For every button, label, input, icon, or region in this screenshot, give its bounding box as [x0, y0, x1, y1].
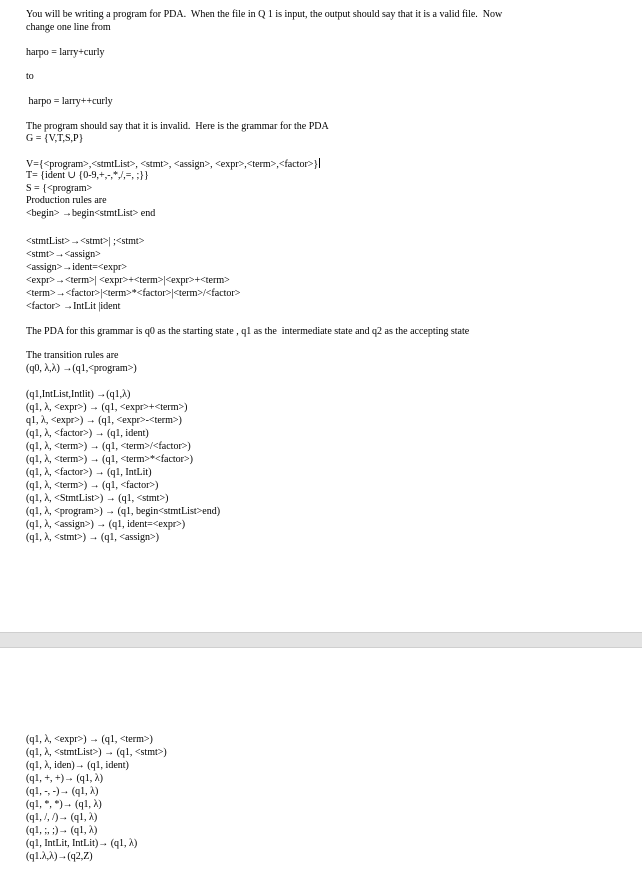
rule-begin: <begin> →begin<stmtList> end: [26, 208, 156, 219]
transition-rule: (q1, λ, <factor>) → (q1, IntLit): [26, 467, 152, 478]
transition-rule: (q1, λ, <term>) → (q1, <term>*<factor>): [26, 454, 193, 465]
transition-rule: (q1, λ, <stmtList>) → (q1, <stmt>): [26, 747, 167, 758]
transition-rule: (q1, λ, <stmt>) → (q1, <assign>): [26, 532, 159, 543]
rule-line: <factor> →IntLit |ident: [26, 301, 121, 312]
production-rules-title: Production rules are: [26, 195, 107, 206]
transition-rule: (q1, +, +)→ (q1, λ): [26, 773, 103, 784]
rule-line: <stmt>→<assign>: [26, 249, 101, 260]
code-line-changed: harpo = larry++curly: [26, 96, 113, 107]
transition-rule: (q1, λ, <factor>) → (q1, ident): [26, 428, 149, 439]
intro-line-1: You will be writing a program for PDA. When the file in Q 1 is input, the output should say that it is a valid file. Now: [26, 9, 503, 20]
transition-rule: (q1, /, /)→ (q1, λ): [26, 812, 98, 823]
text-cursor: [319, 158, 320, 168]
invalid-statement: The program should say that it is invalid. Here is the grammar for the PDA: [26, 121, 329, 132]
transition-rule: (q0, λ,λ) →(q1,<program>): [26, 363, 137, 374]
transition-rule: (q1, λ, <expr>) → (q1, <term>): [26, 734, 153, 745]
rule-line: <expr>→<term>| <expr>+<term>|<expr>+<term>: [26, 275, 230, 286]
transition-rule: (q1, λ, <term>) → (q1, <term>/<factor>): [26, 441, 191, 452]
variables-set-text: V={<program>,<stmtList>, <stmt>, <assign>, <expr>,<term>,<factor>}: [26, 159, 319, 170]
transition-rule: (q1, λ, <StmtList>) → (q1, <stmt>): [26, 493, 169, 504]
transition-rule: (q1, *, *)→ (q1, λ): [26, 799, 102, 810]
page-break: [0, 632, 642, 648]
transition-rule: q1, λ, <expr>) → (q1, <expr>-<term>): [26, 415, 182, 426]
transition-rule: (q1, λ, <assign>) → (q1, ident=<expr>): [26, 519, 186, 530]
transition-rules-title: The transition rules are: [26, 350, 119, 361]
transition-rule: (q1, λ, <term>) → (q1, <factor>): [26, 480, 159, 491]
intro-line-2: change one line from: [26, 22, 111, 33]
transition-rule: (q1, -, -)→ (q1, λ): [26, 786, 99, 797]
transition-rule: (q1, λ, iden)→ (q1, ident): [26, 760, 129, 771]
pda-description: The PDA for this grammar is q0 as the starting state , q1 as the intermediate state and q2 as the accepting state: [26, 326, 470, 337]
document-page-2: [0, 648, 642, 882]
transition-rule: (q1, λ, <program>) → (q1, begin<stmtList>end): [26, 506, 221, 517]
transition-rule: (q1, IntLit, IntLit)→ (q1, λ): [26, 838, 138, 849]
rule-line: <stmtList>→<stmt>| ;<stmt>: [26, 236, 145, 247]
terminals-set: T= {ident ∪ {0-9,+,-,*,/,=, ;}}: [26, 170, 149, 181]
grammar-definition: G = {V,T,S,P}: [26, 133, 84, 144]
start-symbol: S = {<program>: [26, 183, 93, 194]
transition-rule: (q1,IntList,Intlit) →(q1,λ): [26, 389, 131, 400]
rule-line: <term>→<factor>|<term>*<factor>|<term>/<factor>: [26, 288, 241, 299]
to-word: to: [26, 71, 34, 82]
rule-line: <assign>→ident=<expr>: [26, 262, 127, 273]
transition-rule: (q1, ;, ;)→ (q1, λ): [26, 825, 98, 836]
transition-rule: (q1.λ,λ)→(q2,Z): [26, 851, 93, 862]
transition-rule: (q1, λ, <expr>) → (q1, <expr>+<term>): [26, 402, 188, 413]
code-line-original: harpo = larry+curly: [26, 47, 105, 58]
